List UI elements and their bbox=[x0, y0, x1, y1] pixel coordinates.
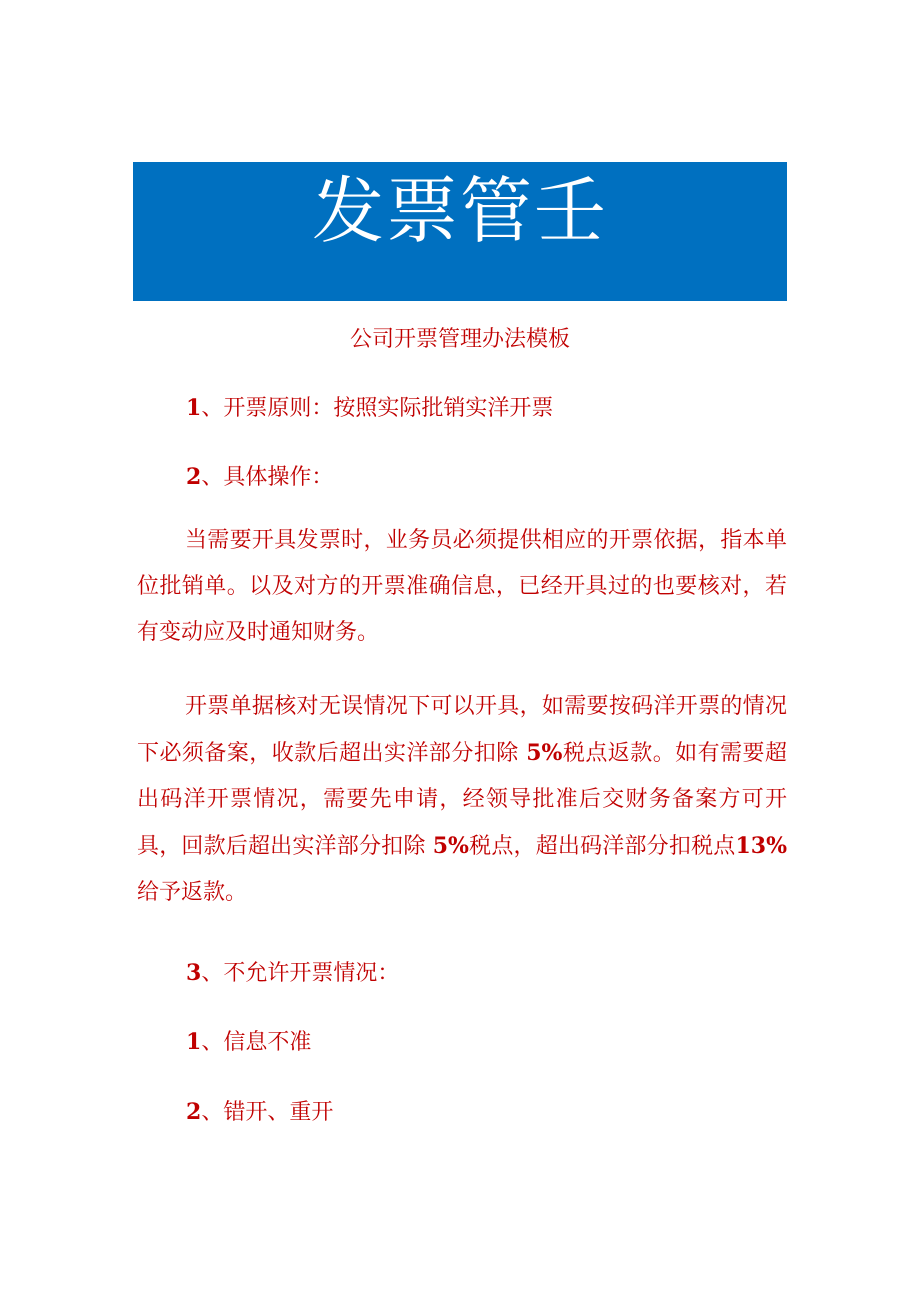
list-item-1-number: 1 bbox=[186, 1029, 202, 1055]
paragraph-2-part-4: 给予返款。 bbox=[137, 880, 248, 905]
paragraph-2 bbox=[137, 684, 787, 916]
paragraph-2-part-3: 税点，超出码洋部分扣税点 bbox=[468, 834, 736, 859]
section-2-heading bbox=[186, 461, 333, 494]
section-1-heading bbox=[186, 392, 553, 425]
list-item-2 bbox=[186, 1096, 333, 1129]
list-item-2-number: 2 bbox=[186, 1099, 202, 1125]
title-banner bbox=[133, 162, 787, 301]
section-2-number: 2 bbox=[186, 464, 202, 490]
section-3-text: 、不允许开票情况： bbox=[201, 961, 400, 986]
section-3-number: 3 bbox=[186, 960, 202, 986]
list-item-2-text: 、错开、重开 bbox=[201, 1100, 334, 1125]
list-item-1-text: 、信息不准 bbox=[201, 1030, 312, 1055]
section-3-heading bbox=[186, 957, 399, 990]
paragraph-2-part-2: 税点返款。如有需要超出码洋开票情况，需要先申请，经领导批准后交财务备案方可开具，回款后超出实洋部分扣除 bbox=[137, 741, 787, 859]
document-subtitle: 公司开票管理办法模板 bbox=[349, 327, 570, 352]
section-1-number: 1 bbox=[186, 395, 202, 421]
banner-title: 发票管壬 bbox=[311, 169, 608, 253]
paragraph-2-rate-2: 5% bbox=[432, 833, 469, 859]
section-1-text: 、开票原则：按照实际批销实洋开票 bbox=[201, 396, 554, 421]
list-item-1 bbox=[186, 1026, 311, 1059]
paragraph-2-rate-1: 5% bbox=[526, 740, 563, 766]
paragraph-2-part-1: 开票单据核对无误情况下可以开具，如需要按码洋开票的情况下必须备案，收款后超出实洋部分扣除 bbox=[137, 694, 787, 766]
section-2-text: 、具体操作： bbox=[201, 465, 334, 490]
paragraph-1: 当需要开具发票时，业务员必须提供相应的开票依据，指本单位批销单。以及对方的开票准确信息，已经开具过的也要核对，若有变动应及时通知财务。 bbox=[137, 528, 787, 645]
paragraph-2-rate-3: 13% bbox=[735, 833, 787, 859]
